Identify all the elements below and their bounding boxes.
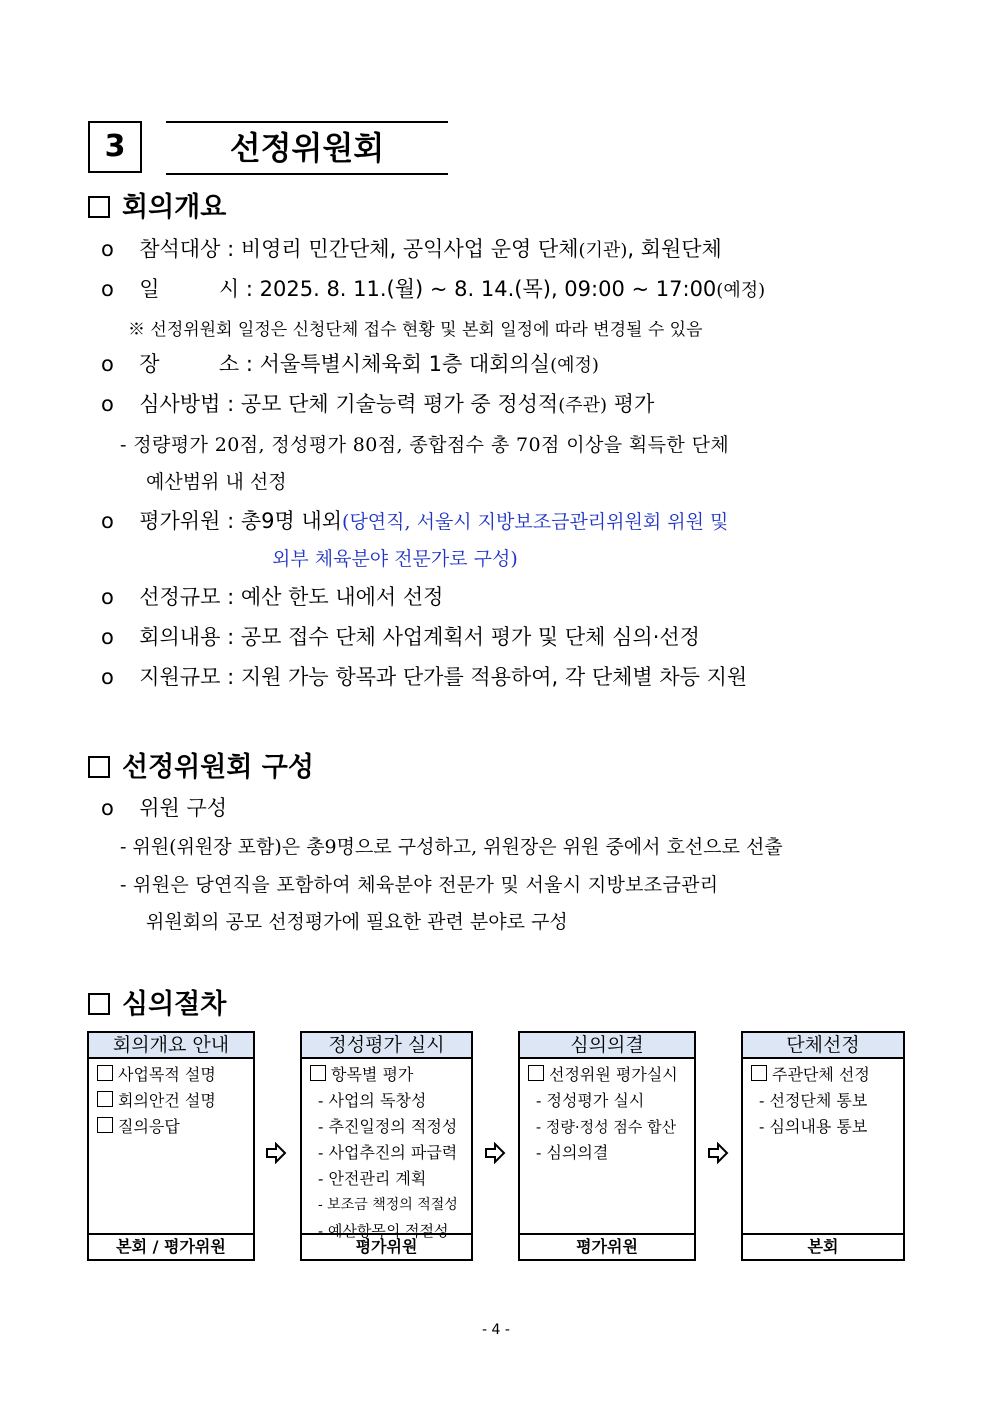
participants-label: 참석대상: [139, 237, 221, 261]
separator: :: [227, 392, 235, 416]
bullet-icon: o: [101, 392, 114, 416]
date-label-b: 시: [218, 277, 240, 301]
step-body: [302, 1059, 471, 1244]
participants-tail: , 회원단체: [627, 237, 722, 261]
checkbox-icon: [751, 1065, 767, 1081]
step-footer: 본회 / 평가위원: [89, 1233, 253, 1259]
date-note: (예정): [716, 280, 766, 301]
step-item: - 심의내용 통보: [759, 1117, 868, 1136]
section-title: 선정위원회: [166, 121, 448, 175]
support-label: 지원규모: [139, 665, 221, 689]
checkbox-icon: [97, 1091, 113, 1107]
step-item: [97, 1114, 253, 1140]
step-footer: 본회: [743, 1233, 903, 1259]
method-tail: 평가: [607, 392, 655, 416]
composition-sub-1: - 위원(위원장 포함)은 총9명으로 구성하고, 위원장은 위원 중에서 호선으로 선출: [120, 836, 783, 858]
step-item: - 보조금 책정의 적절성: [318, 1197, 458, 1213]
bullet-icon: o: [101, 352, 114, 376]
step-body: [89, 1059, 253, 1140]
separator: :: [245, 277, 253, 301]
step-body: [520, 1059, 694, 1166]
evaluators-label: 평가위원: [139, 509, 221, 533]
page-number: - 4 -: [482, 1322, 510, 1338]
step-item: - 심의의결: [536, 1143, 609, 1162]
composition-bullet: [101, 792, 227, 822]
step-item-text: 질의응답: [118, 1117, 180, 1136]
step-item-text: 선정위원 평가실시: [549, 1065, 678, 1084]
evaluators-note-1: (당연직, 서울시 지방보조금관리위원회 위원 및: [342, 511, 729, 533]
checkbox-icon: [310, 1065, 326, 1081]
step-item: [97, 1088, 253, 1114]
separator: :: [227, 625, 235, 649]
step-item: - 사업추진의 파급력: [318, 1143, 458, 1162]
scale-value: 예산 한도 내에서 선정: [240, 585, 444, 609]
step-item: - 정량·정성 점수 합산: [536, 1118, 677, 1136]
step-footer: 평가위원: [302, 1233, 471, 1259]
checkbox-icon: [88, 756, 110, 778]
method-sub-2: 예산범위 내 선정: [146, 471, 287, 493]
composition-bullet-text: 위원 구성: [139, 796, 228, 820]
checkbox-icon: [97, 1117, 113, 1133]
step-item: - 사업의 독창성: [318, 1091, 427, 1110]
evaluators-value: 총9명 내외: [240, 509, 343, 533]
bullet-icon: o: [101, 625, 114, 649]
separator: :: [227, 585, 235, 609]
step-item: [97, 1062, 253, 1088]
step-box-4: [741, 1031, 905, 1261]
participants-value: 비영리 민간단체, 공익사업 운영 단체: [240, 237, 579, 261]
separator: :: [245, 352, 253, 376]
bullet-icon: o: [101, 585, 114, 609]
step-item-text: 회의안건 설명: [118, 1091, 216, 1110]
step-item: - 정성평가 실시: [536, 1091, 645, 1110]
step-item: [528, 1062, 694, 1088]
step-item: - 안전관리 계획: [318, 1169, 427, 1188]
method-value: 공모 단체 기술능력 평가 중 정성적: [240, 392, 559, 416]
step-title: 심의의결: [520, 1033, 694, 1059]
overview-heading-text: 회의개요: [122, 192, 227, 223]
step-title: 회의개요 안내: [89, 1033, 253, 1059]
bullet-icon: o: [101, 665, 114, 689]
step-box-2: [300, 1031, 473, 1261]
section-number: 3: [88, 121, 142, 173]
participants-line: [101, 233, 722, 263]
checkbox-icon: [97, 1065, 113, 1081]
separator: :: [227, 665, 235, 689]
place-value: 서울특별시체육회 1층 대회의실: [259, 352, 551, 376]
step-footer: 평가위원: [520, 1233, 694, 1259]
content-value: 공모 접수 단체 사업계획서 평가 및 단체 심의·선정: [240, 625, 700, 649]
checkbox-icon: [528, 1065, 544, 1081]
composition-sub-2: - 위원은 당연직을 포함하여 체육분야 전문가 및 서울시 지방보조금관리: [120, 874, 719, 896]
step-item-text: 주관단체 선정: [772, 1065, 870, 1084]
method-note: (주관): [558, 395, 608, 416]
place-note: (예정): [550, 355, 599, 376]
date-value: 2025. 8. 11.(월) ~ 8. 14.(목), 09:00 ~ 17:00: [259, 277, 717, 301]
arrow-right-icon: [265, 1142, 287, 1164]
date-remark: ※ 선정위원회 일정은 신청단체 접수 현황 및 본회 일정에 따라 변경될 수 있음: [128, 320, 703, 340]
bullet-icon: o: [101, 796, 114, 820]
evaluators-note-2: 외부 체육분야 전문가로 구성): [272, 548, 518, 570]
place-label-b: 소: [218, 352, 240, 376]
step-body: [743, 1059, 903, 1140]
procedure-heading-text: 심의절차: [122, 989, 227, 1020]
method-sub-1: - 정량평가 20점, 정성평가 80점, 종합점수 총 70점 이상을 획득한 단체: [120, 434, 730, 456]
overview-heading: [88, 185, 226, 224]
method-line: [101, 388, 654, 418]
separator: :: [227, 509, 235, 533]
step-item: - 선정단체 통보: [759, 1091, 868, 1110]
date-label-a: 일: [139, 277, 160, 301]
content-label: 회의내용: [139, 625, 221, 649]
procedure-heading: [88, 982, 226, 1021]
date-line: [101, 273, 765, 303]
place-line: [101, 348, 599, 378]
participants-note: (기관): [578, 240, 628, 261]
scale-line: [101, 581, 443, 611]
separator: :: [227, 237, 235, 261]
step-box-3: [518, 1031, 696, 1261]
checkbox-icon: [88, 196, 110, 218]
step-item-text: 항목별 평가: [331, 1065, 414, 1084]
step-item: - 추진일정의 적정성: [318, 1117, 458, 1136]
arrow-right-icon: [707, 1142, 729, 1164]
composition-heading: [88, 745, 314, 784]
composition-heading-text: 선정위원회 구성: [122, 752, 314, 783]
evaluators-line: [101, 505, 728, 535]
step-item: [310, 1062, 471, 1088]
step-title: 단체선정: [743, 1033, 903, 1059]
step-box-1: [87, 1031, 255, 1261]
place-label-a: 장: [139, 352, 160, 376]
bullet-icon: o: [101, 277, 114, 301]
support-line: [101, 661, 747, 691]
composition-sub-3: 위원회의 공모 선정평가에 필요한 관련 분야로 구성: [146, 911, 568, 933]
support-value: 지원 가능 항목과 단가를 적용하여, 각 단체별 차등 지원: [240, 665, 748, 689]
step-item: [751, 1062, 903, 1088]
bullet-icon: o: [101, 237, 114, 261]
arrow-right-icon: [484, 1142, 506, 1164]
step-item: - 예산항목의 적절성: [318, 1222, 449, 1240]
bullet-icon: o: [101, 509, 114, 533]
step-title: 정성평가 실시: [302, 1033, 471, 1059]
step-item-text: 사업목적 설명: [118, 1065, 216, 1084]
scale-label: 선정규모: [139, 585, 221, 609]
method-label: 심사방법: [139, 392, 221, 416]
content-line: [101, 621, 700, 651]
checkbox-icon: [88, 993, 110, 1015]
